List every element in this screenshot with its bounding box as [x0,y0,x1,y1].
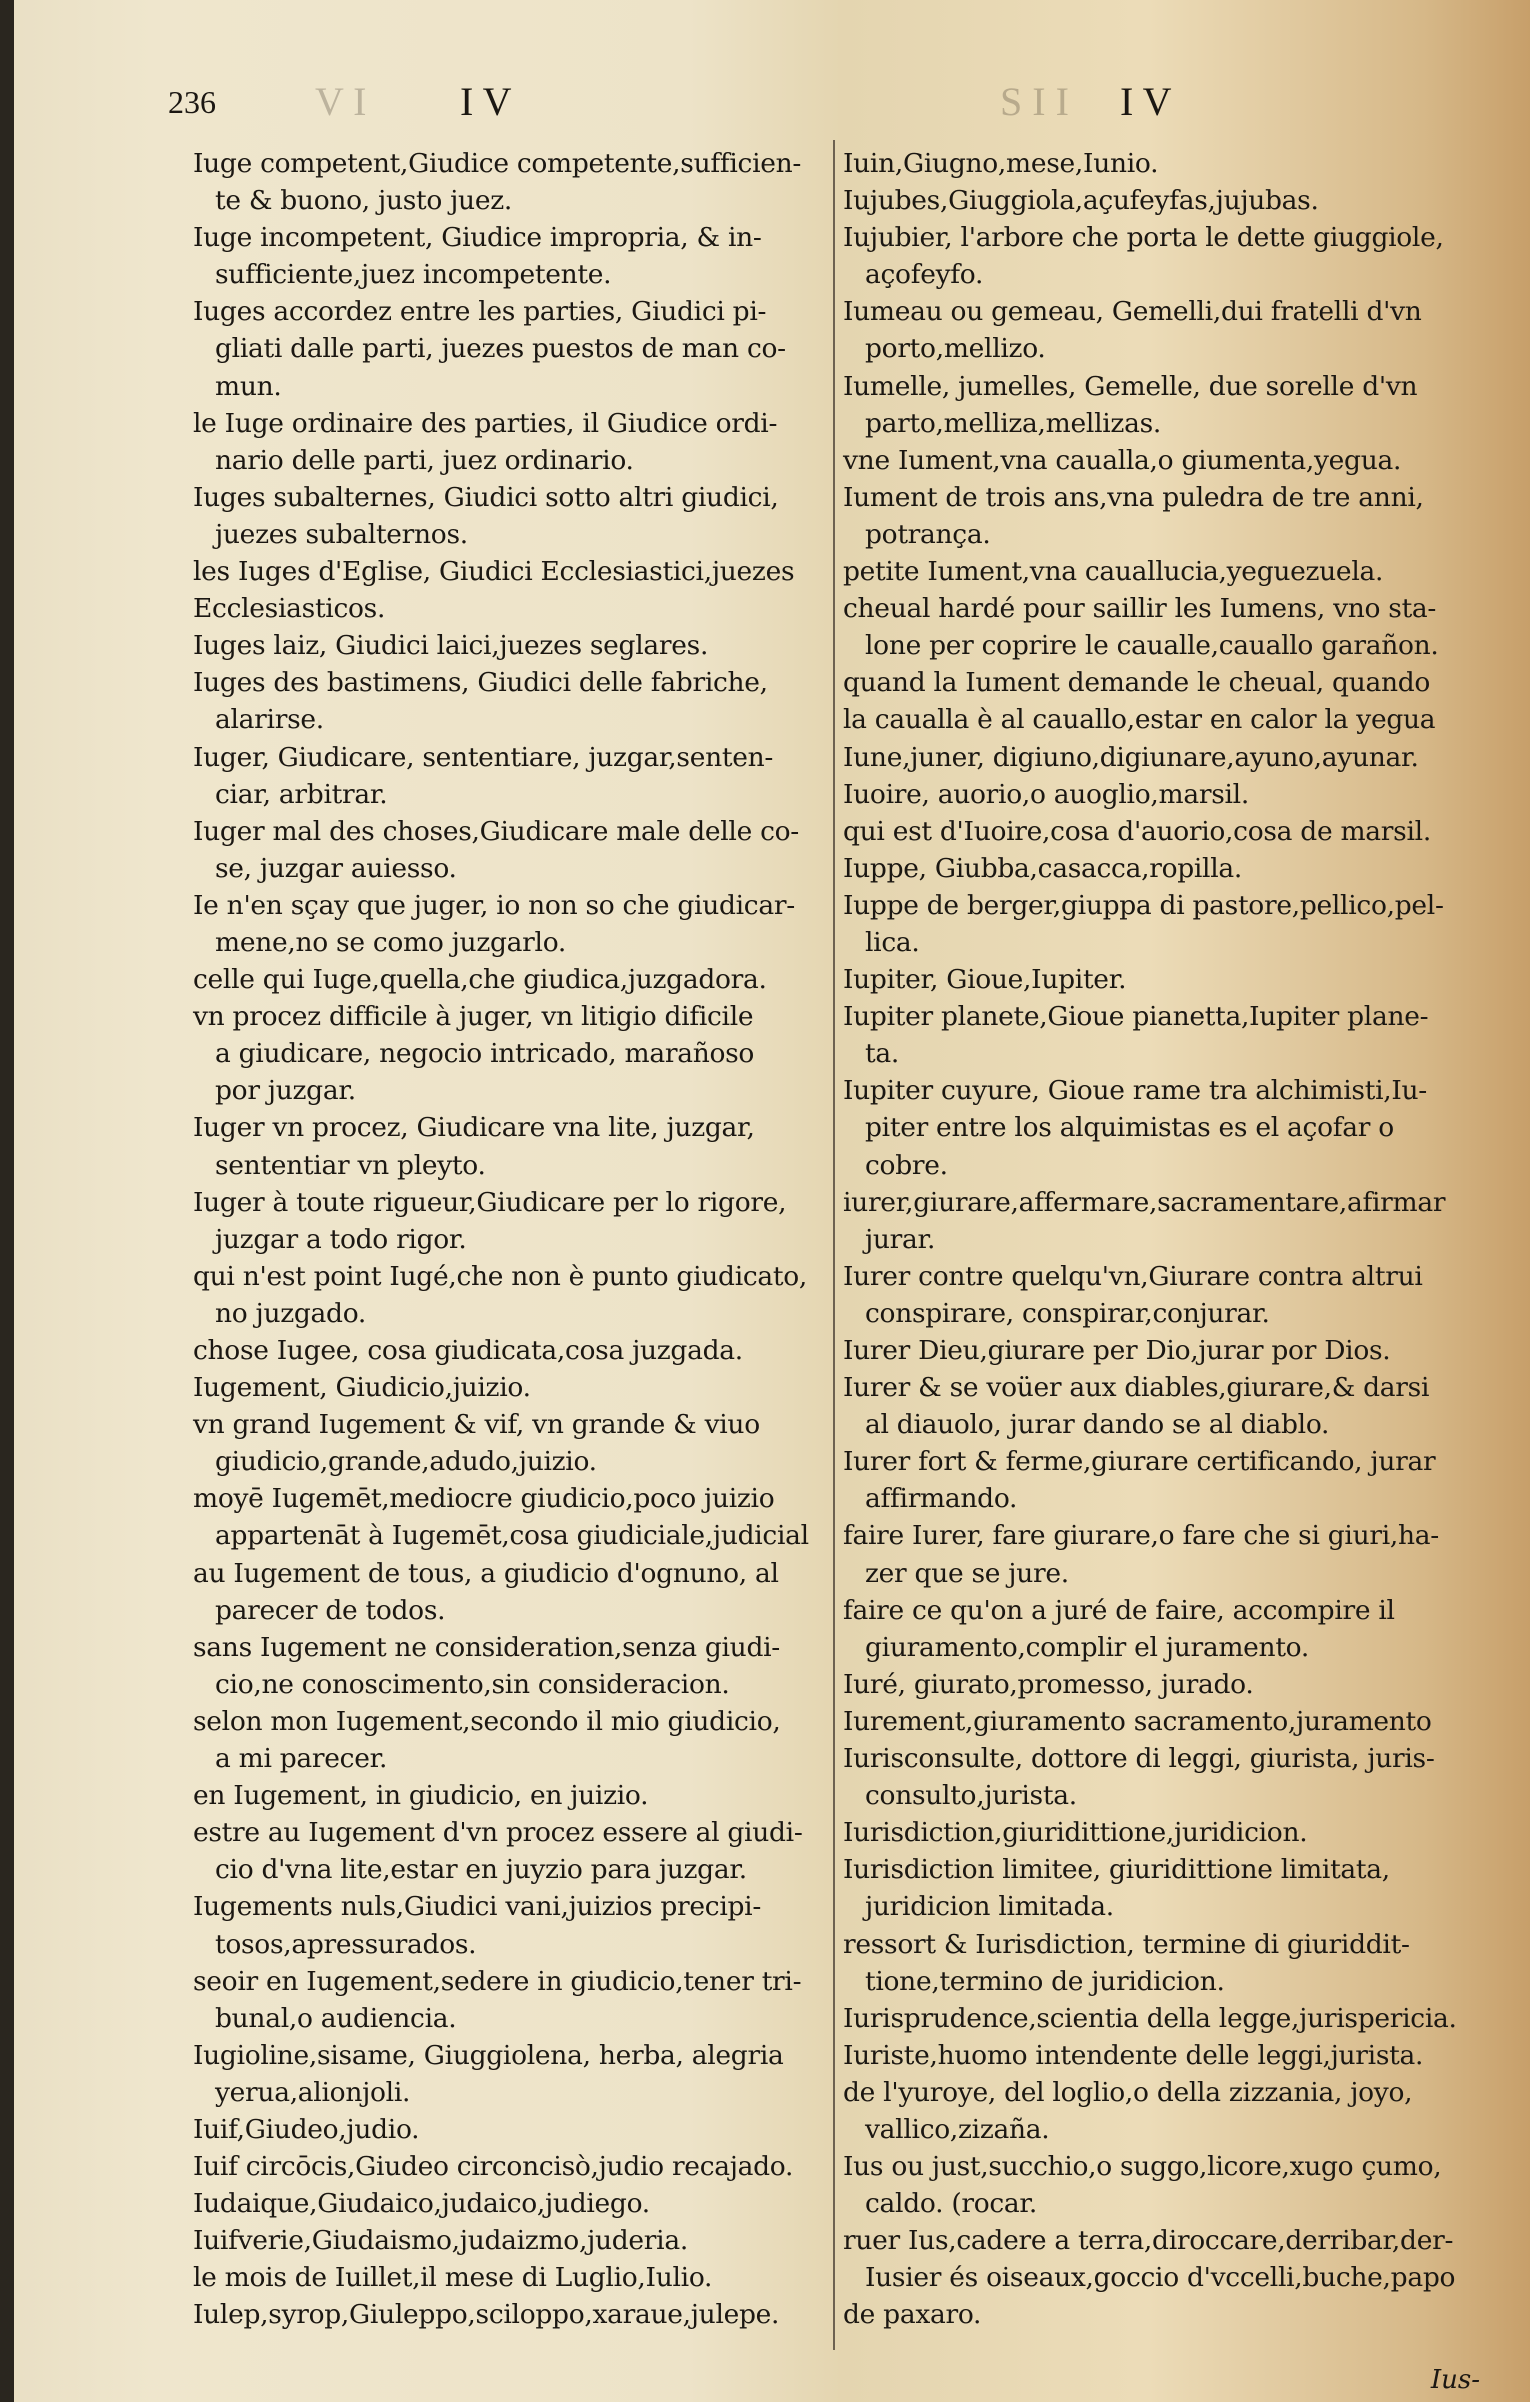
page-edge [0,0,14,2402]
dictionary-line: Iuoire, auorio,o auoglio,marsil. [843,778,1249,810]
dictionary-line: potrança. [865,518,991,550]
dictionary-line: al diauolo, jurar dando se al diablo. [865,1409,1330,1441]
left-column [193,145,833,2334]
dictionary-line: Iumelle, jumelles, Gemelle, due sorelle d'vn [843,370,1418,402]
dictionary-line: parto,melliza,mellizas. [865,407,1161,439]
dictionary-line: jurar. [865,1223,936,1255]
dictionary-line: Ie n'en sçay que juger, io non so che giudicar- [193,889,795,921]
dictionary-line: no juzgado. [215,1297,367,1329]
dictionary-line: sans Iugement ne consideration,senza giudi- [193,1631,780,1663]
dictionary-line: sententiar vn pleyto. [215,1149,486,1181]
dictionary-line: piter entre los alquimistas es el açofar o [865,1112,1394,1144]
dictionary-line: Iurisprudence,scientia della legge,jurispericia. [843,2002,1457,2034]
running-head [0,78,1530,138]
right-column [843,145,1478,2334]
dictionary-line: vn procez difficile à juger, vn litigio dificile [193,1001,754,1033]
dictionary-line: Iuger vn procez, Giudicare vna lite, juzgar, [193,1112,755,1144]
dictionary-line: Iuges des bastimens, Giudici delle fabriche, [193,667,768,699]
dictionary-line: celle qui Iuge,quella,che giudica,juzgadora. [193,964,767,996]
dictionary-line: sufficiente,juez incompetente. [215,259,612,291]
dictionary-line: Iupiter planete,Gioue pianetta,Iupiter plane- [843,1001,1429,1033]
dictionary-line: selon mon Iugement,secondo il mio giudicio, [193,1705,781,1737]
dictionary-line: moyē Iugemēt,mediocre giudicio,poco juizio [193,1483,775,1515]
dictionary-line: Iugioline,sisame, Giuggiolena, herba, alegria [193,2039,784,2071]
dictionary-line: tosos,apressurados. [215,1928,477,1960]
dictionary-line: Iugement, Giudicio,juizio. [193,1372,531,1404]
dictionary-line: Iurer Dieu,giurare per Dio,jurar por Dios. [843,1335,1391,1366]
dictionary-line: lica. [865,926,920,958]
dictionary-line: caldo. (rocar. [865,2188,1037,2220]
show-through-right: S I I [1000,79,1069,124]
dictionary-line: Iurer contre quelqu'vn,Giurare contra altrui [843,1260,1423,1292]
dictionary-line: au Iugement de tous, a giudicio d'ognuno, al [193,1557,779,1589]
dictionary-line: juzgar a todo rigor. [215,1223,467,1255]
dictionary-line: Iuppe, Giubba,casacca,ropilla. [843,852,1243,884]
dictionary-line: vne Iument,vna caualla,o giumenta,yegua. [843,444,1402,476]
dictionary-line: parecer de todos. [215,1594,446,1626]
dictionary-line: Iupiter, Gioue,Iupiter. [843,964,1127,996]
dictionary-line: Iuger à toute rigueur,Giudicare per lo rigore, [193,1186,787,1218]
dictionary-line: faire Iurer, fare giurare,o fare che si giuri,ha- [843,1520,1439,1552]
dictionary-line: giudicio,grande,adudo,juizio. [215,1446,597,1478]
dictionary-line: Iuif,Giudeo,judio. [193,2113,420,2145]
dictionary-line: de l'yuroye, del loglio,o della zizzania, joyo, [843,2076,1413,2108]
dictionary-line: le Iuge ordinaire des parties, il Giudice ordi- [193,407,778,439]
dictionary-line: qui est d'Iuoire,cosa d'auorio,cosa de marsil. [843,815,1431,847]
dictionary-line: appartenāt à Iugemēt,cosa giudiciale,judicial [215,1520,809,1552]
dictionary-line: cio,ne conoscimento,sin consideracion. [215,1668,730,1700]
running-title-left: I V [460,79,512,124]
dictionary-line: juezes subalternos. [215,518,468,550]
dictionary-line: a mi parecer. [215,1743,388,1775]
running-title-right: I V [1120,79,1172,124]
dictionary-line: Iumeau ou gemeau, Gemelli,dui fratelli d'vn [843,296,1422,328]
dictionary-line: Iument de trois ans,vna puledra de tre anni, [843,481,1424,513]
dictionary-line: cobre. [865,1149,948,1181]
dictionary-line: a giudicare, negocio intricado, marañoso [215,1038,755,1070]
dictionary-line: Iuriste,huomo intendente delle leggi,jurista. [843,2039,1424,2071]
dictionary-line: Iurisconsulte, dottore di leggi, giurista, juris- [843,1743,1435,1775]
dictionary-line: cio d'vna lite,estar en juyzio para juzgar. [215,1854,747,1886]
dictionary-line: Iurisdiction limitee, giuridittione limitata, [843,1854,1390,1886]
dictionary-line: Iurement,giuramento sacramento,juramento [843,1705,1432,1737]
dictionary-line: Iujubes,Giuggiola,açufeyfas,jujubas. [843,185,1319,217]
dictionary-line: conspirare, conspirar,conjurar. [865,1297,1270,1329]
dictionary-line: nario delle parti, juez ordinario. [215,444,634,476]
dictionary-line: seoir en Iugement,sedere in giudicio,tener tri- [193,1965,802,1997]
dictionary-line: tione,termino de juridicion. [865,1965,1225,1997]
dictionary-line: juridicion limitada. [865,1891,1114,1923]
dictionary-line: Iune,juner, digiuno,digiunare,ayuno,ayunar. [843,741,1419,773]
dictionary-line: alarirse. [215,704,324,736]
dictionary-line: yerua,alionjoli. [215,2076,411,2108]
dictionary-line: Iuin,Giugno,mese,Iunio. [843,148,1159,179]
dictionary-line: Iurer fort & ferme,giurare certificando, jurar [843,1446,1436,1478]
dictionary-line: Iuger, Giudicare, sententiare, juzgar,senten- [193,741,774,773]
dictionary-line: iurer,giurare,affermare,sacramentare,afirmar [843,1186,1446,1218]
dictionary-line: les Iuges d'Eglise, Giudici Ecclesiastici,juezes [193,556,795,588]
show-through-left: V I [315,79,367,124]
dictionary-line: Iujubier, l'arbore che porta le dette giuggiole, [843,222,1444,254]
dictionary-line: Iuppe de berger,giuppa di pastore,pellico,pel- [843,889,1444,921]
dictionary-line: en Iugement, in giudicio, en juizio. [193,1780,649,1812]
dictionary-line: Ecclesiasticos. [193,593,386,625]
dictionary-line: le mois de Iuillet,il mese di Luglio,Iulio. [193,2262,713,2294]
dictionary-line: affirmando. [865,1483,1018,1515]
dictionary-line: zer que se jure. [865,1557,1069,1589]
dictionary-line: mun. [215,370,282,402]
dictionary-line: Iuges subalternes, Giudici sotto altri giudici, [193,481,779,513]
dictionary-line: lone per coprire le caualle,cauallo garañon. [865,630,1439,662]
dictionary-line: Iurisdiction,giuridittione,juridicion. [843,1817,1308,1849]
dictionary-line: la caualla è al cauallo,estar en calor la yegua [843,704,1436,736]
dictionary-line: Iuger mal des choses,Giudicare male delle co- [193,815,799,847]
dictionary-line: cheual hardé pour saillir les Iumens, vno sta- [843,593,1437,625]
dictionary-line: Iuif circōcis,Giudeo circoncisò,judio recajado. [193,2151,794,2183]
dictionary-line: por juzgar. [215,1075,356,1107]
dictionary-line: açofeyfo. [865,259,984,291]
catchword: Ius- [1430,2365,1480,2395]
dictionary-line: faire ce qu'on a juré de faire, accompire il [843,1594,1395,1626]
dictionary-line: Iuge competent,Giudice competente,sufficien- [193,148,802,179]
dictionary-line: Iupiter cuyure, Gioue rame tra alchimisti,Iu- [843,1075,1427,1107]
dictionary-line: Iusier és oiseaux,goccio d'vccelli,buche,papo [865,2262,1456,2294]
dictionary-line: ciar, arbitrar. [215,778,388,810]
dictionary-line: vn grand Iugement & vif, vn grande & viuo [193,1409,760,1441]
column-rule [833,140,835,2350]
dictionary-line: Iuges accordez entre les parties, Giudici pi- [193,296,767,328]
page-number: 236 [168,84,216,120]
dictionary-line: Ius ou just,succhio,o suggo,licore,xugo çumo, [843,2151,1442,2183]
dictionary-line: petite Iument,vna cauallucia,yeguezuela. [843,556,1384,588]
dictionary-line: Iurer & se voüer aux diables,giurare,& darsi [843,1372,1430,1404]
dictionary-line: gliati dalle parti, juezes puestos de man co- [215,333,786,365]
dictionary-line: Iuifverie,Giudaismo,judaizmo,juderia. [193,2225,688,2257]
dictionary-line: ruer Ius,cadere a terra,diroccare,derribar,der- [843,2225,1454,2257]
dictionary-line: bunal,o audiencia. [215,2002,457,2034]
dictionary-line: te & buono, justo juez. [215,185,512,217]
dictionary-line: quand la Iument demande le cheual, quando [843,667,1431,699]
dictionary-line: ressort & Iurisdiction, termine di giuriddit- [843,1928,1410,1960]
dictionary-line: ta. [865,1038,899,1070]
dictionary-line: qui n'est point Iugé,che non è punto giudicato, [193,1260,808,1292]
dictionary-line: estre au Iugement d'vn procez essere al giudi- [193,1817,803,1849]
dictionary-line: Iuges laiz, Giudici laici,juezes seglares. [193,630,709,662]
dictionary-line: Iudaique,Giudaico,judaico,judiego. [193,2188,650,2220]
dictionary-line: mene,no se como juzgarlo. [215,926,567,958]
dictionary-line: consulto,jurista. [865,1780,1077,1812]
dictionary-line: Iuge incompetent, Giudice impropria, & in- [193,222,762,254]
dictionary-line: Iugements nuls,Giudici vani,juizios precipi- [193,1891,761,1923]
dictionary-line: de paxaro. [843,2299,982,2331]
dictionary-line: porto,mellizo. [865,333,1046,365]
dictionary-line: Iuré, giurato,promesso, jurado. [843,1668,1254,1700]
dictionary-line: Iulep,syrop,Giuleppo,sciloppo,xaraue,julepe. [193,2299,780,2331]
dictionary-line: se, juzgar auiesso. [215,852,457,884]
dictionary-line: vallico,zizaña. [865,2113,1050,2145]
dictionary-line: giuramento,complir el juramento. [865,1631,1309,1663]
dictionary-line: chose Iugee, cosa giudicata,cosa juzgada. [193,1335,743,1366]
